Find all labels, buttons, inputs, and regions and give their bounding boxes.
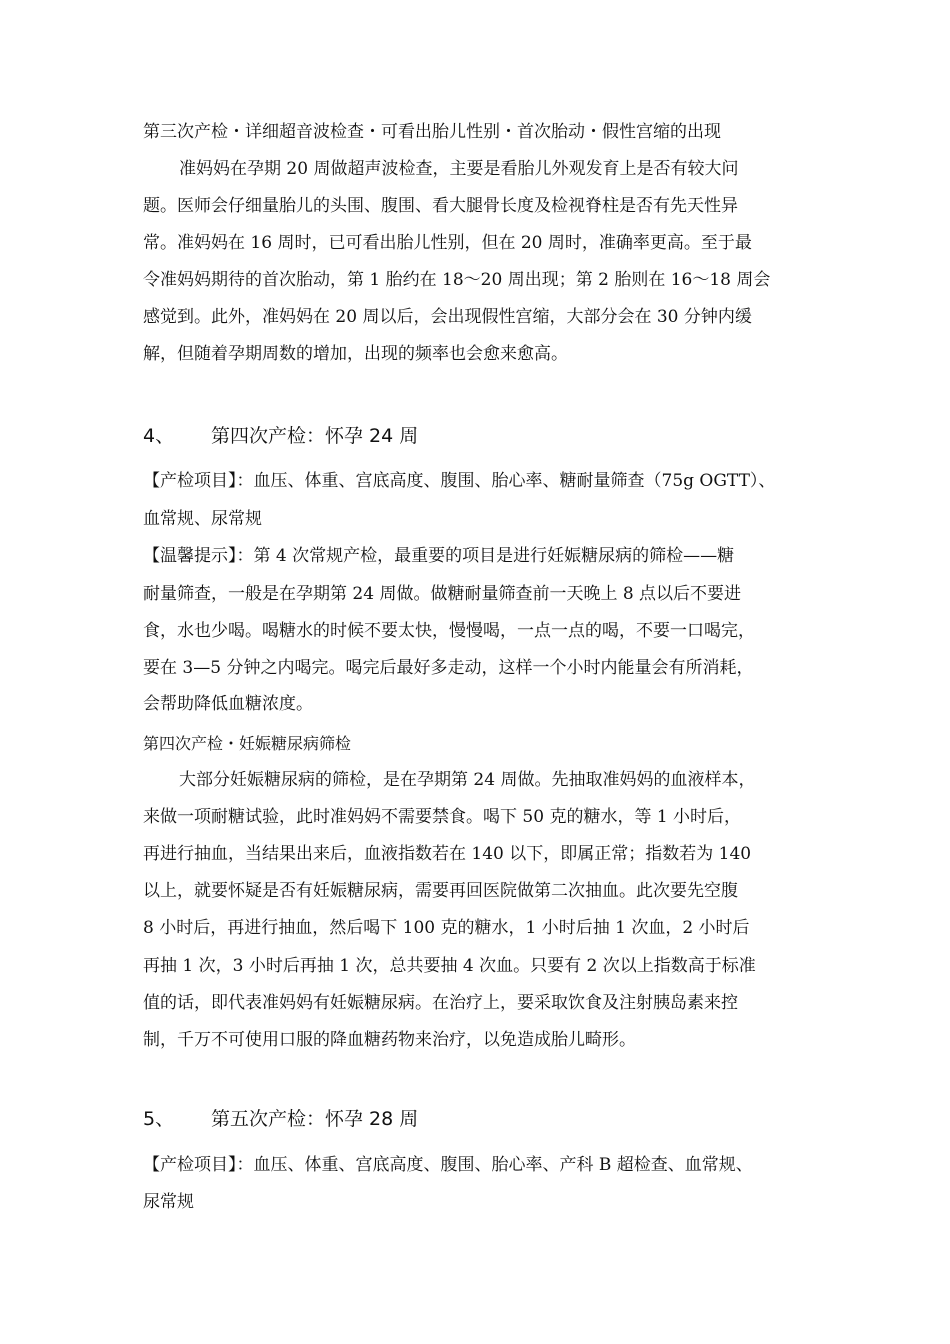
section4-number: 4、: [143, 425, 175, 447]
paragraph-line: 感觉到。此外，准妈妈在 20 周以后，会出现假性宫缩，大部分会在 30 分钟内缓: [143, 307, 752, 327]
section4-subtitle: 第四次产检・妊娠糖尿病筛检: [143, 734, 352, 753]
section5-heading: [143, 1107, 418, 1131]
paragraph-line: 8 小时后，再进行抽血，然后喝下 100 克的糖水，1 小时后抽 1 次血，2 小时后: [143, 918, 750, 938]
tips-line: 【温馨提示】：第 4 次常规产检，最重要的项目是进行妊娠糖尿病的筛检——糖: [143, 546, 735, 566]
tips-line: 耐量筛查，一般是在孕期第 24 周做。做糖耐量筛查前一天晚上 8 点以后不要进: [143, 584, 742, 604]
paragraph-line: 大部分妊娠糖尿病的筛检，是在孕期第 24 周做。先抽取准妈妈的血液样本，: [179, 770, 756, 790]
section5-number: 5、: [143, 1108, 175, 1130]
section3-subtitle: 第三次产检・详细超音波检查・可看出胎儿性别・首次胎动・假性宫缩的出现: [143, 122, 721, 142]
paragraph-line: 准妈妈在孕期 20 周做超声波检查，主要是看胎儿外观发育上是否有较大问: [179, 159, 739, 179]
paragraph-line: 制，千万不可使用口服的降血糖药物来治疗，以免造成胎儿畸形。: [143, 1030, 636, 1050]
paragraph-line: 题。医师会仔细量胎儿的头围、腹围、看大腿骨长度及检视脊柱是否有先天性异: [143, 196, 738, 216]
paragraph-line: 值的话，即代表准妈妈有妊娠糖尿病。在治疗上，要采取饮食及注射胰岛素来控: [143, 993, 738, 1013]
tips-line: 食，水也少喝。喝糖水的时候不要太快，慢慢喝，一点一点的喝，不要一口喝完，: [143, 621, 755, 641]
paragraph-line: 再进行抽血，当结果出来后，血液指数若在 140 以下，即属正常；指数若为 140: [143, 844, 752, 864]
paragraph-line: 常。准妈妈在 16 周时，已可看出胎儿性别，但在 20 周时，准确率更高。至于最: [143, 233, 752, 253]
paragraph-line: 以上，就要怀疑是否有妊娠糖尿病，需要再回医院做第二次抽血。此次要先空腹: [143, 881, 738, 901]
section5-title: 第五次产检：怀孕 28 周: [211, 1108, 419, 1130]
tips-line: 会帮助降低血糖浓度。: [143, 694, 313, 714]
section4-title: 第四次产检：怀孕 24 周: [211, 425, 419, 447]
items-line: 血常规、尿常规: [143, 509, 262, 529]
section4-heading: [143, 424, 418, 448]
tips-line: 要在 3—5 分钟之内喝完。喝完后最好多走动，这样一个小时内能量会有所消耗，: [143, 658, 754, 678]
items-line: 【产检项目】：血压、体重、宫底高度、腹围、胎心率、糖耐量筛查（75g OGTT）、: [143, 471, 776, 491]
paragraph-line: 解，但随着孕期周数的增加，出现的频率也会愈来愈高。: [143, 344, 568, 364]
paragraph-line: 再抽 1 次，3 小时后再抽 1 次，总共要抽 4 次血。只要有 2 次以上指数高于标准: [143, 956, 756, 976]
paragraph-line: 令准妈妈期待的首次胎动，第 1 胎约在 18～20 周出现；第 2 胎则在 16～18 周会: [143, 270, 771, 290]
items-line: 【产检项目】：血压、体重、宫底高度、腹围、胎心率、产科 B 超检查、血常规、: [143, 1155, 753, 1175]
paragraph-line: 来做一项耐糖试验，此时准妈妈不需要禁食。喝下 50 克的糖水，等 1 小时后，: [143, 807, 742, 827]
items-line: 尿常规: [143, 1192, 194, 1212]
